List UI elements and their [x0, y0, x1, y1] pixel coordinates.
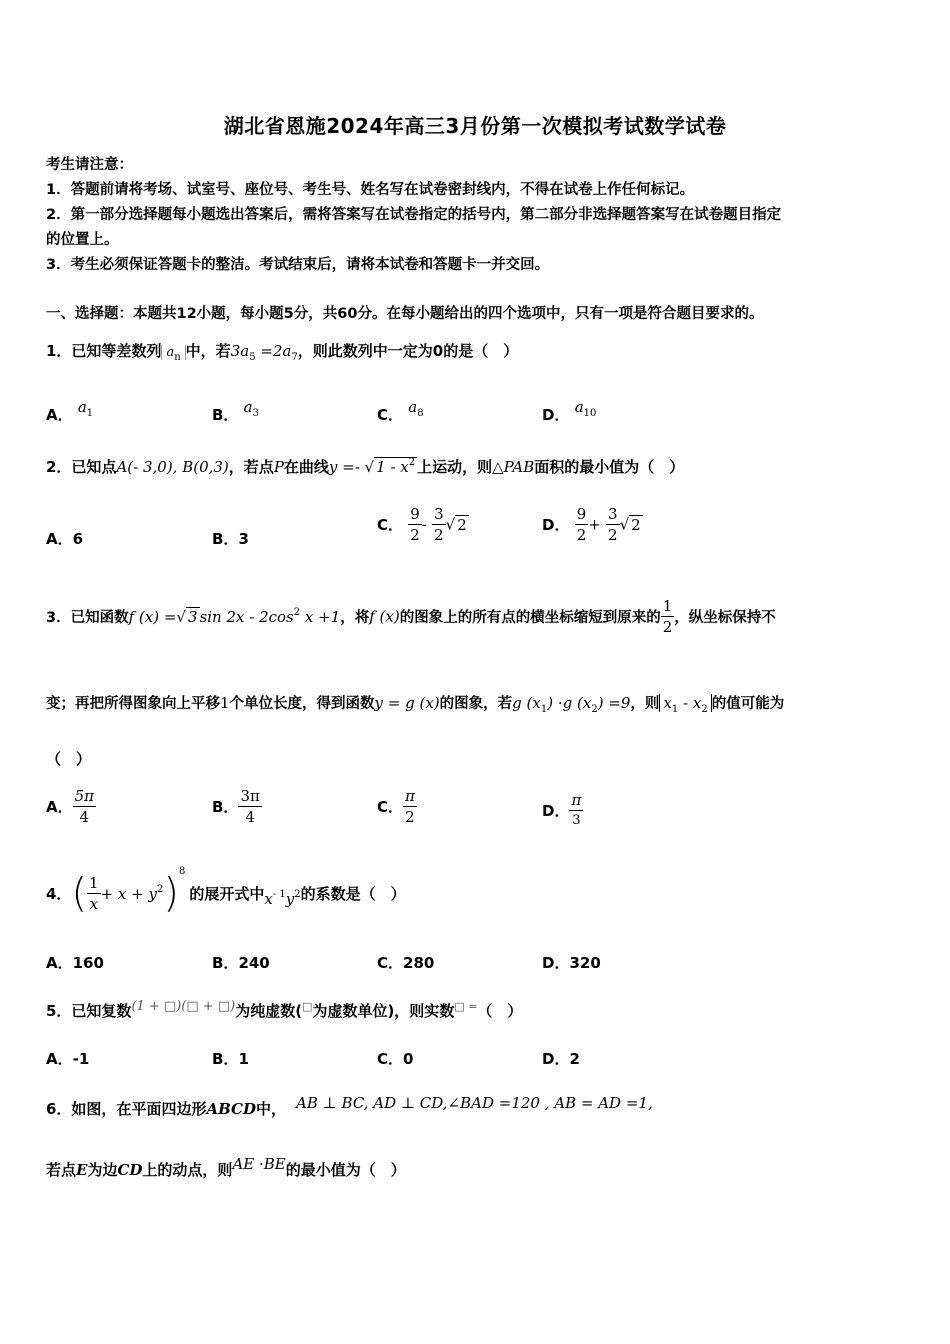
q6-text-1: 6．如图，在平面四边形 [46, 1100, 207, 1118]
q1-text-2: 中，若 [185, 342, 231, 360]
q1-condition: $3a_5 =2a_7$ [230, 342, 298, 363]
q6-text-4: 为边 [87, 1161, 118, 1179]
q6-point-e: E [76, 1161, 88, 1179]
notice-item-2: 2．第一部分选择题每小题选出答案后，需将答案写在试卷指定的括号内，第二部分非选择题答案写在试卷题目指定 [46, 207, 782, 223]
q4-text-3: 的系数是（ ） [300, 885, 406, 903]
question-3 [46, 596, 776, 637]
q5-option-b[interactable]: B．1 [212, 1050, 249, 1068]
q4-option-d[interactable]: D．320 [542, 954, 601, 972]
q5-text-4: （ ） [477, 1002, 523, 1020]
question-6-cont [46, 1155, 406, 1180]
q3-answer-bracket: （ ） [46, 750, 92, 768]
q6-vector-product: AE ·BE [232, 1155, 286, 1173]
q6-condition: AB ⊥ BC, AD ⊥ CD,∠BAD =120 , AB = AD =1, [296, 1094, 653, 1112]
q6-text-2: 中， [256, 1100, 287, 1118]
q1-sequence: $a_n$ [161, 345, 185, 360]
q3-g-condition: g $(x_1) \cdot g$ $(x_2) =9$ [512, 694, 631, 715]
q6-edge: CD [117, 1161, 143, 1179]
q1-option-c[interactable]: C． $a_8$ [377, 398, 424, 424]
q3-text-6: 个单位长度，得到函数 [229, 696, 375, 712]
q3-option-d[interactable]: D． $\frac{\pi}{3}$ [542, 791, 582, 828]
q2-option-c[interactable]: C． $\frac{9}{2}$ - $\frac{3}{2}$ √ 2 [377, 505, 467, 544]
q6-text-6: 的最小值为（ ） [285, 1161, 406, 1179]
q2-option-a[interactable]: A．6 [46, 530, 84, 548]
q4-power: 8 [178, 866, 186, 877]
q5-text-1: 5．已知复数 [46, 1002, 132, 1020]
q3-text-8: ，则 [630, 696, 660, 712]
section-heading: 一、选择题：本题共12小题，每小题5分，共60分。在每小题给出的四个选项中，只有一项是符合题目要求的。 [46, 306, 764, 322]
q2-point-p: P [273, 458, 284, 476]
q4-text-2: 的展开式中 [189, 885, 265, 903]
notice-item-2-cont: 的位置上。 [46, 232, 119, 248]
question-2 [46, 456, 684, 477]
q4-expression: + $x + y^2$ [100, 884, 164, 903]
q2-text-3: 在曲线 [283, 458, 329, 476]
q6-text-3: 若点 [46, 1161, 77, 1179]
q3-text-2: ，将 [340, 610, 370, 626]
exam-title: 湖北省恩施2024年高三3月份第一次模拟考试数学试卷 [223, 114, 727, 138]
q5-option-d[interactable]: D．2 [542, 1050, 580, 1068]
question-3-cont [46, 692, 784, 715]
q4-option-b[interactable]: B．240 [212, 954, 270, 972]
q3-function-def: f (x) =√ 3 $\sin 2x - 2\cos^2$ x +1 [128, 607, 341, 626]
q2-curve: y =- √ $1 - x^2$ [328, 457, 416, 476]
q2-text-5: 面积的最小值为（ ） [534, 458, 685, 476]
question-1 [46, 340, 518, 363]
q1-text-3: ，则此数列中一定为0的是（ ） [297, 342, 519, 360]
q3-fx: f (x) [369, 607, 400, 626]
q3-option-c[interactable]: C． $\frac{\pi}{2}$ [377, 787, 415, 826]
q2-text-4: 上运动，则 [417, 458, 493, 476]
q3-option-a[interactable]: A． $\frac{5\pi}{4}$ [46, 787, 95, 826]
q6-text-5: 上的动点，则 [142, 1161, 233, 1179]
q3-text-1: 3．已知函数 [46, 610, 129, 626]
q1-option-a[interactable]: A． $a_1$ [46, 398, 94, 424]
q2-text-1: 2．已知点 [46, 458, 117, 476]
q3-shift: 1 [220, 694, 230, 712]
q2-option-b[interactable]: B．3 [212, 530, 249, 548]
q3-g-def: y = g (x) [374, 694, 440, 712]
notice-heading: 考生请注意： [46, 157, 133, 173]
q1-text-1: 1．已知等差数列 [46, 342, 162, 360]
question-4 [46, 866, 406, 917]
q3-text-5: 变；再把所得图象向上平移 [46, 696, 220, 712]
notice-item-3: 3．考生必须保证答题卡的整洁。考试结束后，请将本试卷和答题卡一并交回。 [46, 257, 550, 273]
q5-real-var: □ = [454, 1000, 478, 1013]
q4-right-paren: ) [163, 870, 179, 917]
notice-item-1: 1．答题前请将考场、试室号、座位号、考生号、姓名写在试卷密封线内，不得在试卷上作任何标记。 [46, 182, 695, 198]
q2-triangle: △PAB [492, 458, 535, 476]
q4-left-paren: ( [71, 870, 88, 917]
q4-option-c[interactable]: C．280 [377, 954, 435, 972]
q5-option-a[interactable]: A．-1 [46, 1050, 90, 1068]
question-6 [46, 1094, 653, 1119]
q3-text-4: ，纵坐标保持不 [674, 610, 776, 626]
q5-option-c[interactable]: C．0 [377, 1050, 414, 1068]
q5-expression: (1 + □)(□ + □) [131, 999, 236, 1014]
q3-text-7: 的图象，若 [439, 696, 513, 712]
q1-option-b[interactable]: B． $a_3$ [212, 398, 259, 424]
q2-option-d[interactable]: D． $\frac{9}{2}$ + $\frac{3}{2}$ √ 2 [542, 505, 641, 544]
q3-abs: $x_1 - x_2$ [659, 694, 711, 712]
q4-fraction: $\frac{1}{x}$ [89, 874, 99, 913]
q4-term: $x^{- 1}y^2$ [264, 889, 301, 908]
q3-text-3: 的图象上的所有点的横坐标缩短到原来的 [399, 610, 661, 626]
q3-option-b[interactable]: B． $\frac{3\pi}{4}$ [212, 787, 260, 826]
q4-number: 4． [46, 885, 72, 903]
q3-text-9: 的值可能为 [711, 696, 785, 712]
q2-text-2: ，若点 [228, 458, 274, 476]
q5-text-2: 为纯虚数( [235, 1002, 303, 1020]
q3-half: $\frac{1}{2}$ [662, 597, 673, 636]
q5-imag-unit: □ [302, 1000, 313, 1013]
q4-option-a[interactable]: A．160 [46, 954, 104, 972]
q2-points: A(- 3,0), B(0,3) [116, 458, 229, 476]
question-5 [46, 999, 522, 1021]
q1-option-d[interactable]: D． $a_{10}$ [542, 398, 597, 424]
q5-text-3: 为虚数单位)，则实数 [312, 1002, 455, 1020]
q6-quadrilateral: ABCD [206, 1100, 256, 1118]
